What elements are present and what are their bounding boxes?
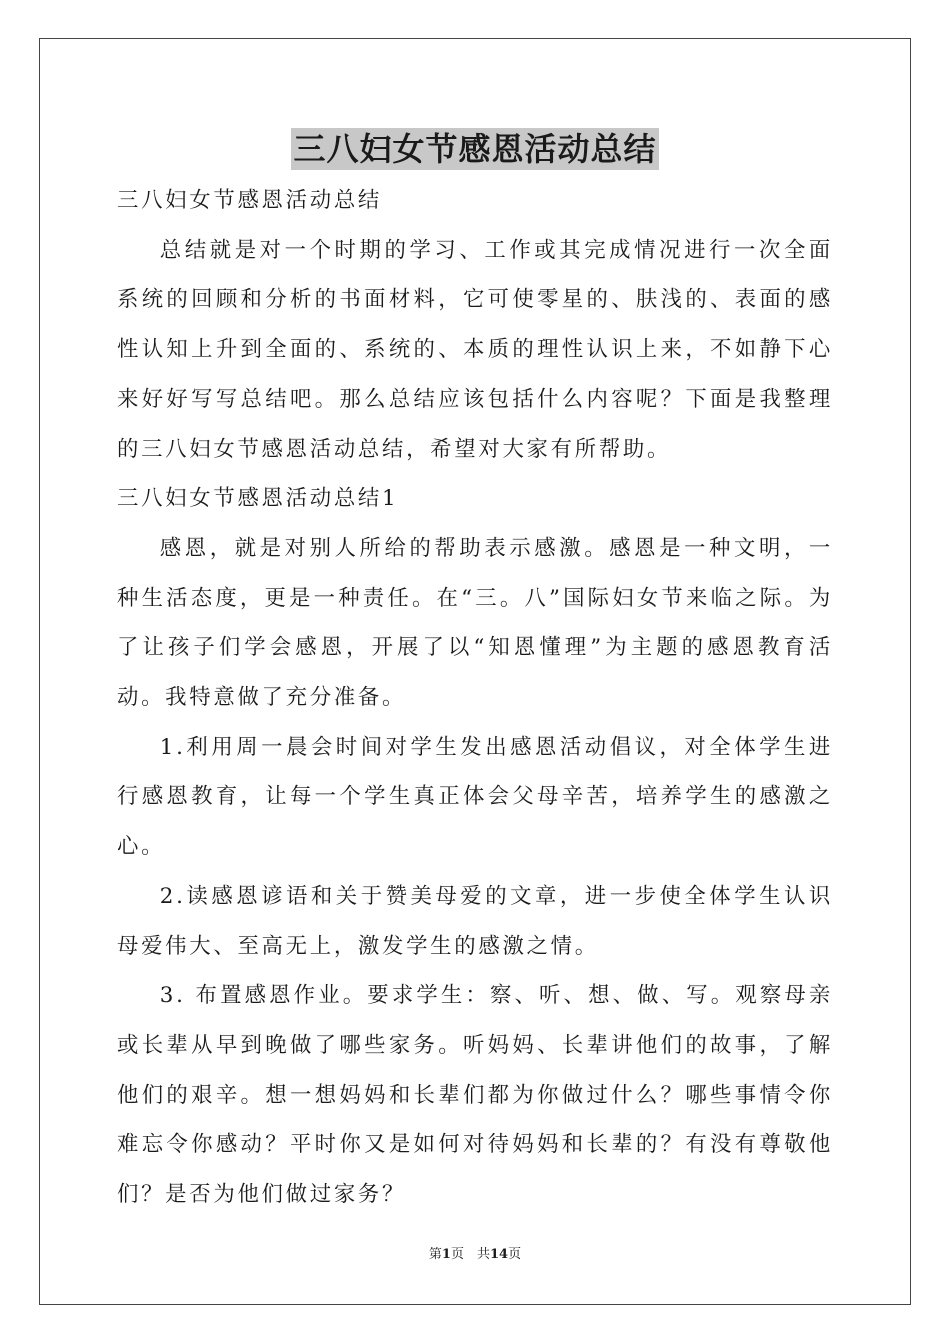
paragraph: 三八妇女节感恩活动总结: [117, 188, 382, 213]
page-footer: [0, 1246, 950, 1264]
footer-page-prefix: 第: [428, 1247, 442, 1262]
paragraph: 3. 布置感恩作业。要求学生：察、听、想、做、写。观察母亲或长辈从早到晚做了哪些家务。听妈妈、长辈讲他们的故事，了解他们的艰辛。想一想妈妈和长辈们都为你做过什么？哪些事情令你难忘令你感动？平时你又是如何对待妈妈和长辈的？有没有尊敬他们？是否为他们做过家务？: [117, 983, 833, 1208]
footer-page-total: 14: [489, 1247, 509, 1262]
paragraph: 总结就是对一个时期的学习、工作或其完成情况进行一次全面系统的回顾和分析的书面材料，它可使零星的、肤浅的、表面的感性认知上升到全面的、系统的、本质的理性认识上来，不如静下心来好好写写总结吧。那么总结应该包括什么内容呢？下面是我整理的三八妇女节感恩活动总结，希望对大家有所帮助。: [117, 237, 833, 462]
paragraph: 感恩，就是对别人所给的帮助表示感激。感恩是一种文明，一种生活态度，更是一种责任。在“三。八”国际妇女节来临之际。为了让孩子们学会感恩，开展了以“知恩懂理”为主题的感恩教育活动。我特意做了充分准备。: [117, 535, 833, 711]
document-title: 三八妇女节感恩活动总结: [293, 130, 657, 168]
title-container: [0, 128, 950, 170]
document-body: [117, 176, 833, 1220]
paragraph: 2.读感恩谚语和关于赞美母爱的文章，进一步使全体学生认识母爱伟大、至高无上，激发学生的感激之情。: [117, 883, 833, 959]
paragraph: 三八妇女节感恩活动总结1: [117, 486, 399, 512]
footer-page-suffix: 页: [508, 1247, 522, 1262]
footer-page-current: 1: [441, 1247, 451, 1262]
footer-page-mid: 页 共: [450, 1247, 490, 1262]
paragraph: 1.利用周一晨会时间对学生发出感恩活动倡议，对全体学生进行感恩教育，让每一个学生真正体会父母辛苦，培养学生的感激之心。: [117, 734, 833, 860]
